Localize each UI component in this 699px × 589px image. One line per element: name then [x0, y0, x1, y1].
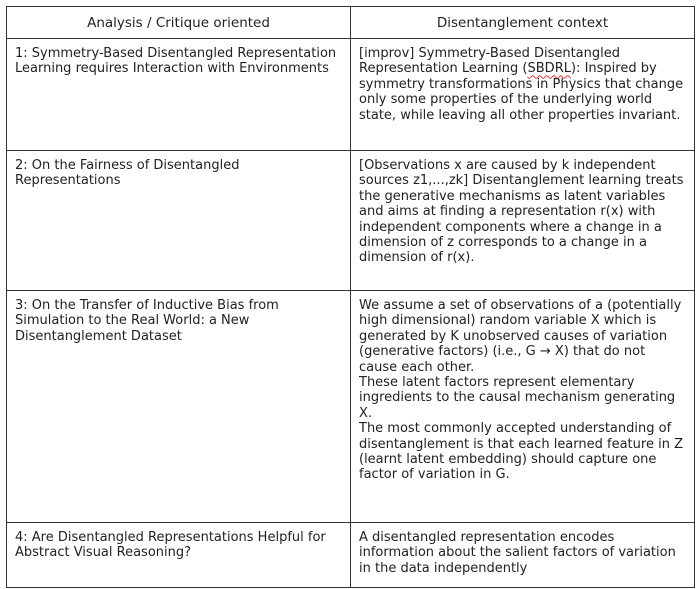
- paper-title-cell: [7, 151, 351, 291]
- paper-title: 3: On the Transfer of Inductive Bias from Simulation to the Real World: a New Disentanglement Dataset: [15, 298, 279, 344]
- table-row: [7, 291, 695, 523]
- context-text-before: [improv] Symmetry-Based Disentangled Representation Learning (: [359, 46, 621, 77]
- context-cell: [351, 523, 695, 588]
- spellcheck-acronym: SBDRL: [527, 61, 571, 77]
- context-paragraph: These latent factors represent elementary ingredients to the causal mechanism generating X.: [359, 375, 676, 421]
- context-text: A disentangled representation encodes information about the salient factors of variation in the data independently: [359, 530, 676, 576]
- paper-title: 4: Are Disentangled Representations Helpful for Abstract Visual Reasoning?: [15, 530, 326, 561]
- paper-title-cell: [7, 291, 351, 523]
- header-disentanglement-context: Disentanglement context: [351, 7, 695, 39]
- header-row: [7, 7, 695, 39]
- context-paragraph: We assume a set of observations of a (potentially high dimensional) random variable X which is generated by K unobserved causes of variation (generative factors) (i.e., G → X) that do not cause each other.: [359, 298, 682, 375]
- paper-title: 2: On the Fairness of Disentangled Representations: [15, 158, 240, 189]
- paper-title-cell: [7, 523, 351, 588]
- paper-title: 1: Symmetry-Based Disentangled Representation Learning requires Interaction with Environments: [15, 46, 337, 77]
- header-analysis-critique: Analysis / Critique oriented: [7, 7, 351, 39]
- table-row: [7, 39, 695, 151]
- context-paragraph: The most commonly accepted understanding of disentanglement is that each learned feature in Z (learnt latent embedding) should capture one factor of variation in G.: [359, 421, 683, 483]
- papers-table: [6, 6, 695, 588]
- table-row: [7, 523, 695, 588]
- paper-title-cell: [7, 39, 351, 151]
- papers-table-container: [6, 6, 694, 588]
- table-row: [7, 151, 695, 291]
- context-cell: [351, 151, 695, 291]
- context-cell: [351, 39, 695, 151]
- context-text: [Observations x are caused by k independent sources z1,...,zk] Disentanglement learning treats the generative mechanisms as latent variables and aims at finding a representation r(x) with independent components where a change in a dimension of z corresponds to a change in a dimension of r(x).: [359, 158, 684, 266]
- context-cell: [351, 291, 695, 523]
- context-text-after: ): Inspired by symmetry transformations in Physics that change only some properties of the underlying world state, while leaving all other properties invariant.: [359, 61, 684, 123]
